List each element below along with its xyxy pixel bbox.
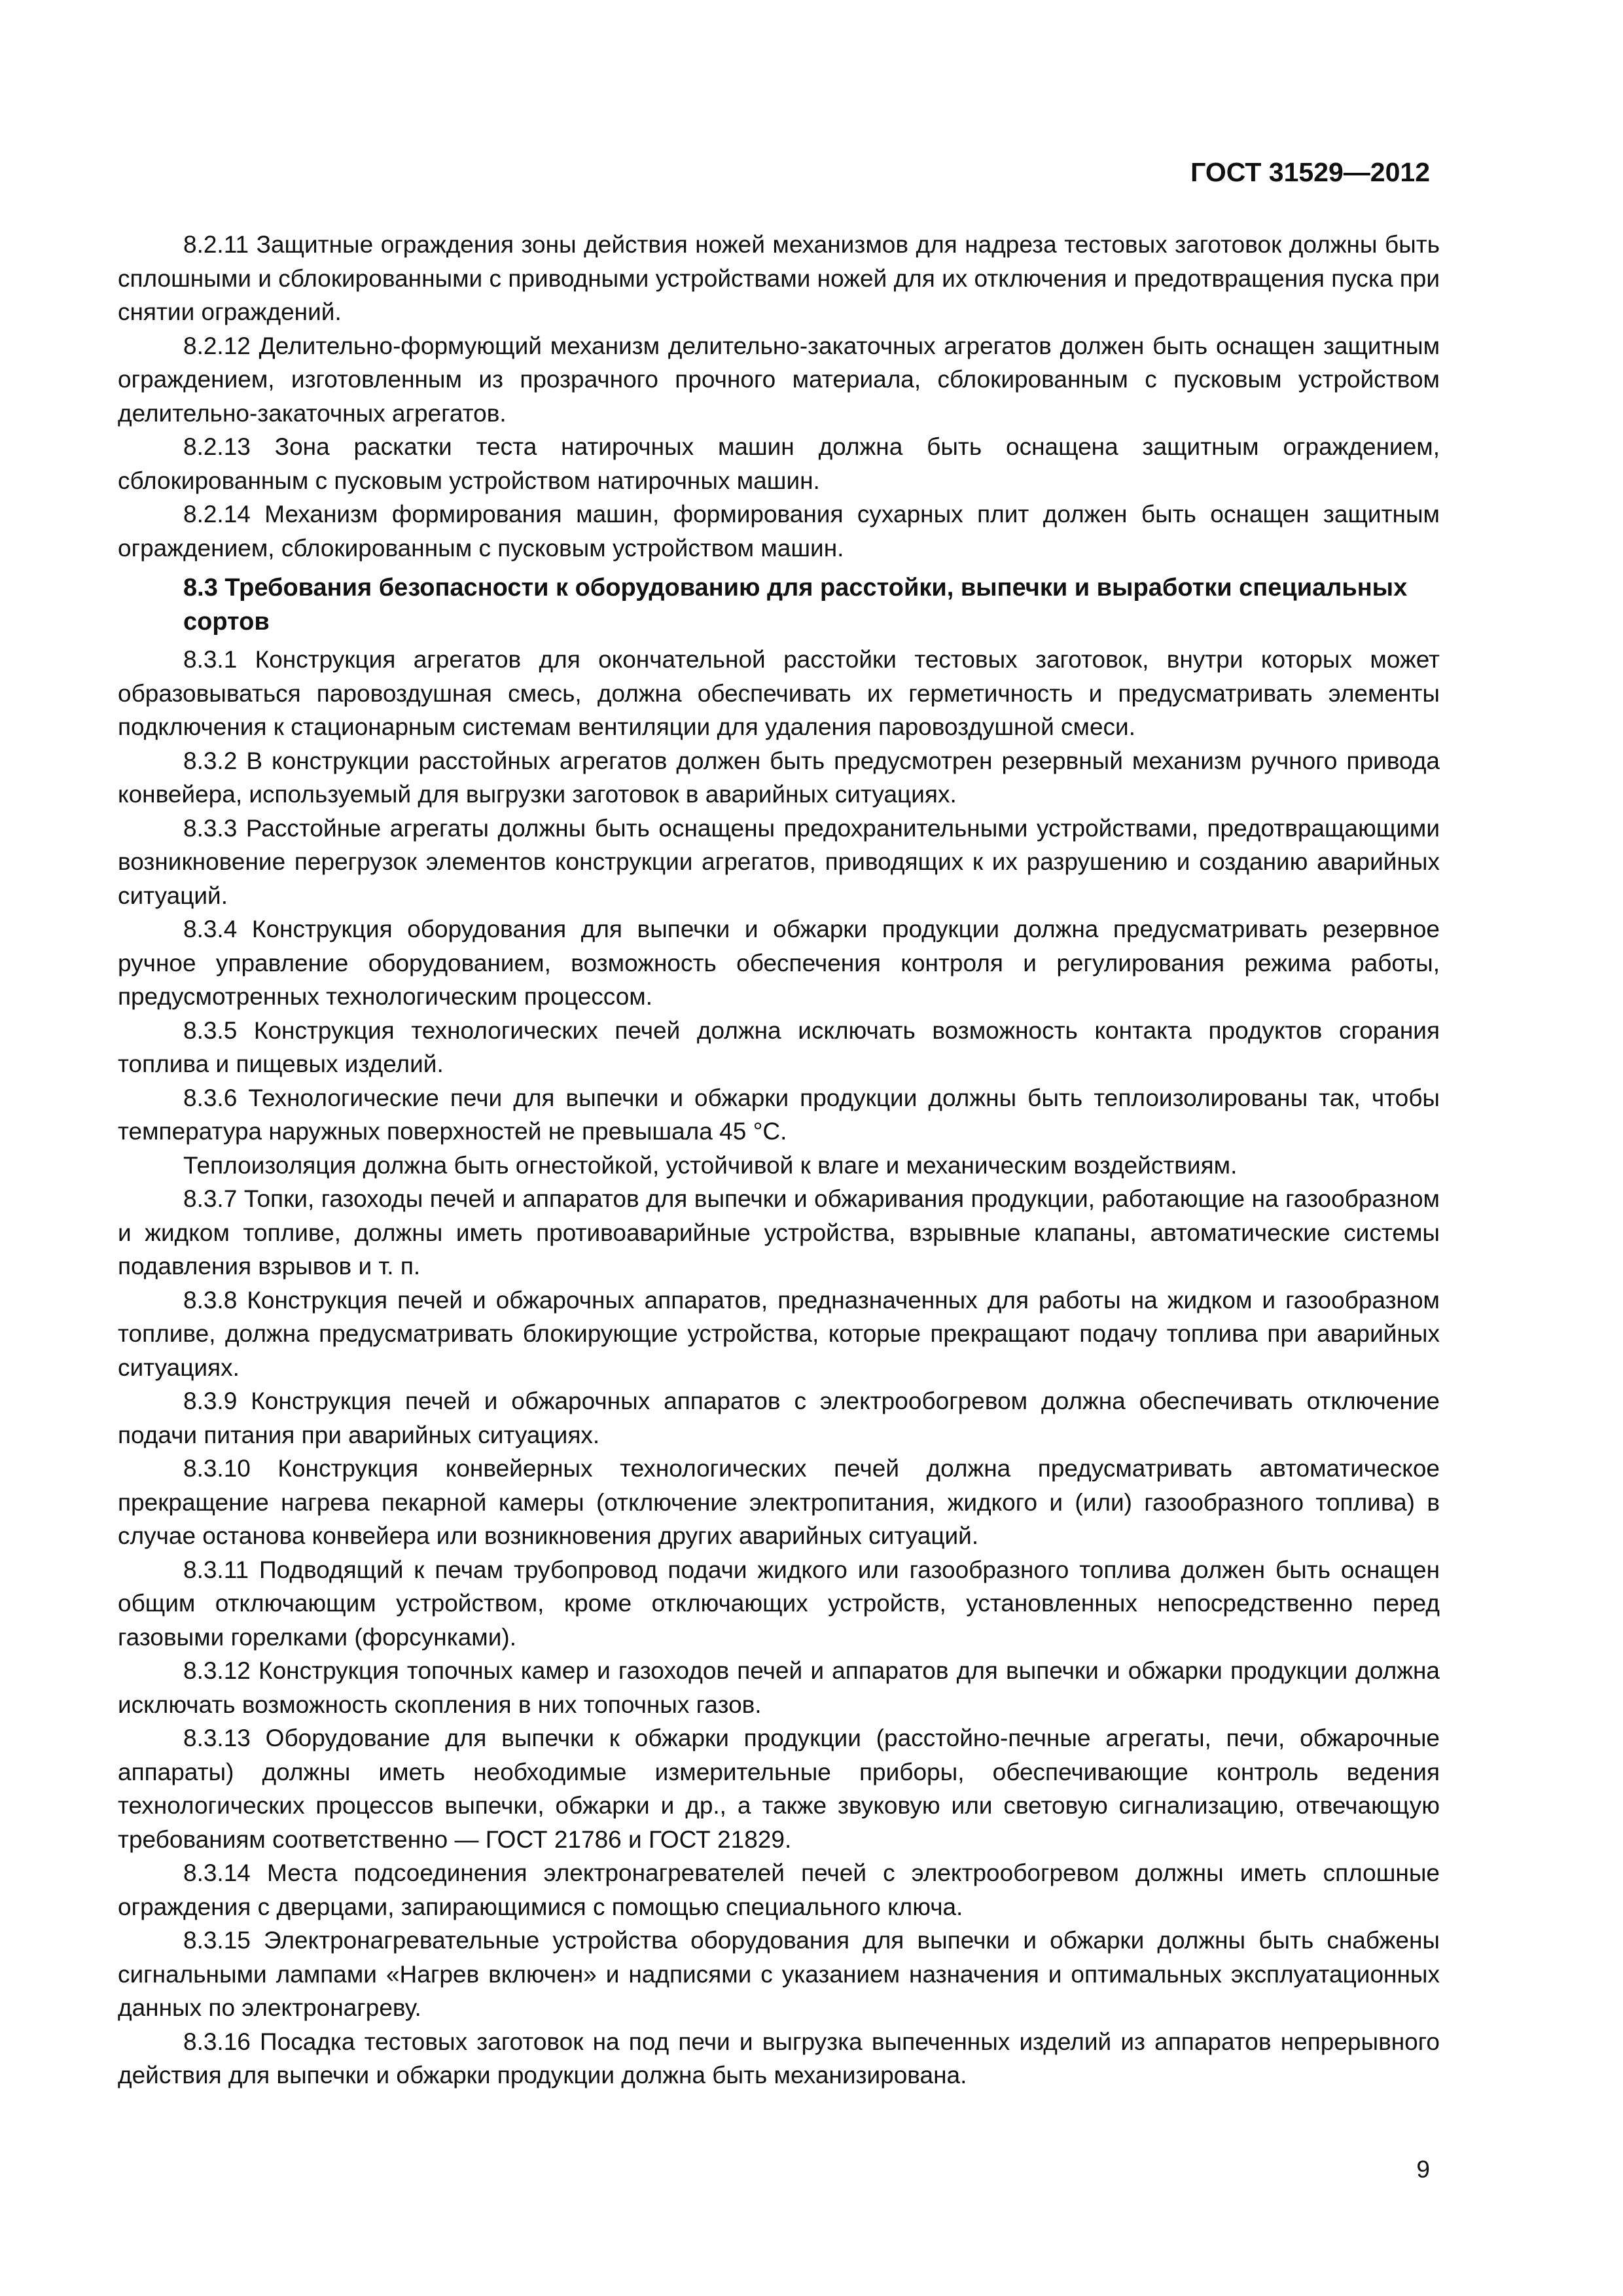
section-heading-8-3: 8.3 Требования безопасности к оборудованию для расстойки, выпечки и выработки специальных сортов [183,574,1408,636]
paragraph-8-3-4: 8.3.4 Конструкция оборудования для выпечки и обжарки продукции должна предусматривать резервное ручное управление оборудованием, возможность обеспечения контроля и регулирования режима работы, предусмотренных технологическим процессом. [118,916,1440,1010]
paragraph-thermal-insulation: Теплоизоляция должна быть огнестойкой, устойчивой к влаге и механическим воздействиям. [183,1151,1238,1179]
paragraph-8-3-13: 8.3.13 Оборудование для выпечки к обжарки продукции (расстойно-печные агрегаты, печи, обжарочные аппараты) должны иметь необходимые измерительные приборы, обеспечивающие контроль ведения технологических процессов выпечки, обжарки и др., а также звуковую или световую сигнализацию, отвечающую требованиям соответственно — ГОСТ 21786 и ГОСТ 21829. [118,1725,1440,1853]
paragraph-8-3-8: 8.3.8 Конструкция печей и обжарочных аппаратов, предназначенных для работы на жидком и газообразном топливе, должна предусматривать блокирующие устройства, которые прекращают подачу топлива при аварийных ситуациях. [118,1286,1440,1381]
paragraph-8-3-9: 8.3.9 Конструкция печей и обжарочных аппаратов с электрообогревом должна обеспечивать отключение подачи питания при аварийных ситуациях. [118,1388,1440,1448]
paragraph-8-3-5: 8.3.5 Конструкция технологических печей должна исключать возможность контакта продуктов сгорания топлива и пищевых изделий. [118,1016,1440,1077]
paragraph-8-3-2: 8.3.2 В конструкции расстойных агрегатов должен быть предусмотрен резервный механизм ручного привода конвейера, используемый для выгрузки заготовок в аварийных ситуациях. [118,747,1440,808]
paragraph-8-3-15: 8.3.15 Электронагревательные устройства оборудования для выпечки и обжарки должны быть снабжены сигнальными лампами «Нагрев включен» и надписями с указанием назначения и оптимальных эксплуатационных данных по электронагреву. [118,1927,1440,2021]
paragraph-8-2-14: 8.2.14 Механизм формирования машин, формирования сухарных плит должен быть оснащен защитным ограждением, сблокированным с пусковым устройством машин. [118,501,1440,562]
paragraph-8-3-16: 8.3.16 Посадка тестовых заготовок на под печи и выгрузка выпеченных изделий из аппаратов непрерывного действия для выпечки и обжарки продукции должна быть механизирована. [118,2028,1440,2089]
standard-id-header: ГОСТ 31529—2012 [1190,157,1430,187]
paragraph-8-3-7: 8.3.7 Топки, газоходы печей и аппаратов для выпечки и обжаривания продукции, работающие на газообразном и жидком топливе, должны иметь противоаварийные устройства, взрывные клапаны, автоматические системы подавления взрывов и т. п. [118,1185,1440,1280]
document-body [118,228,1440,2092]
paragraph-8-3-6: 8.3.6 Технологические печи для выпечки и обжарки продукции должны быть теплоизолированы так, чтобы температура наружных поверхностей не превышала 45 °С. [118,1084,1440,1145]
paragraph-8-3-12: 8.3.12 Конструкция топочных камер и газоходов печей и аппаратов для выпечки и обжарки продукции должна исключать возможность скопления в них топочных газов. [118,1657,1440,1718]
paragraph-8-2-11: 8.2.11 Защитные ограждения зоны действия ножей механизмов для надреза тестовых заготовок должны быть сплошными и сблокированными с приводными устройствами ножей для их отключения и предотвращения пуска при снятии ограждений. [118,231,1440,325]
paragraph-8-3-1: 8.3.1 Конструкция агрегатов для окончательной расстойки тестовых заготовок, внутри которых может образовываться паровоздушная смесь, должна обеспечивать их герметичность и предусматривать элементы подключения к стационарным системам вентиляции для удаления паровоздушной смеси. [118,646,1440,740]
paragraph-8-2-12: 8.2.12 Делительно-формующий механизм делительно-закаточных агрегатов должен быть оснащен защитным ограждением, изготовленным из прозрачного прочного материала, сблокированным с пусковым устройством делительно-закаточных агрегатов. [118,332,1440,427]
paragraph-8-3-3: 8.3.3 Расстойные агрегаты должны быть оснащены предохранительными устройствами, предотвращающими возникновение перегрузок элементов конструкции агрегатов, приводящих к их разрушению и созданию аварийных ситуаций. [118,814,1440,909]
paragraph-8-2-13: 8.2.13 Зона раскатки теста натирочных машин должна быть оснащена защитным ограждением, сблокированным с пусковым устройством натирочных машин. [118,433,1440,494]
paragraph-8-3-14: 8.3.14 Места подсоединения электронагревателей печей с электрообогревом должны иметь сплошные ограждения с дверцами, запирающимися с помощью специального ключа. [118,1859,1440,1920]
paragraph-8-3-10: 8.3.10 Конструкция конвейерных технологических печей должна предусматривать автоматическое прекращение нагрева пекарной камеры (отключение электропитания, жидкого и (или) газообразного топлива) в случае останова конвейера или возникновения других аварийных ситуаций. [118,1455,1440,1549]
page-number: 9 [1416,2156,1430,2183]
paragraph-8-3-11: 8.3.11 Подводящий к печам трубопровод подачи жидкого или газообразного топлива должен быть оснащен общим отключающим устройством, кроме отключающих устройств, установленных непосредственно перед газовыми горелками (форсунками). [118,1556,1440,1651]
